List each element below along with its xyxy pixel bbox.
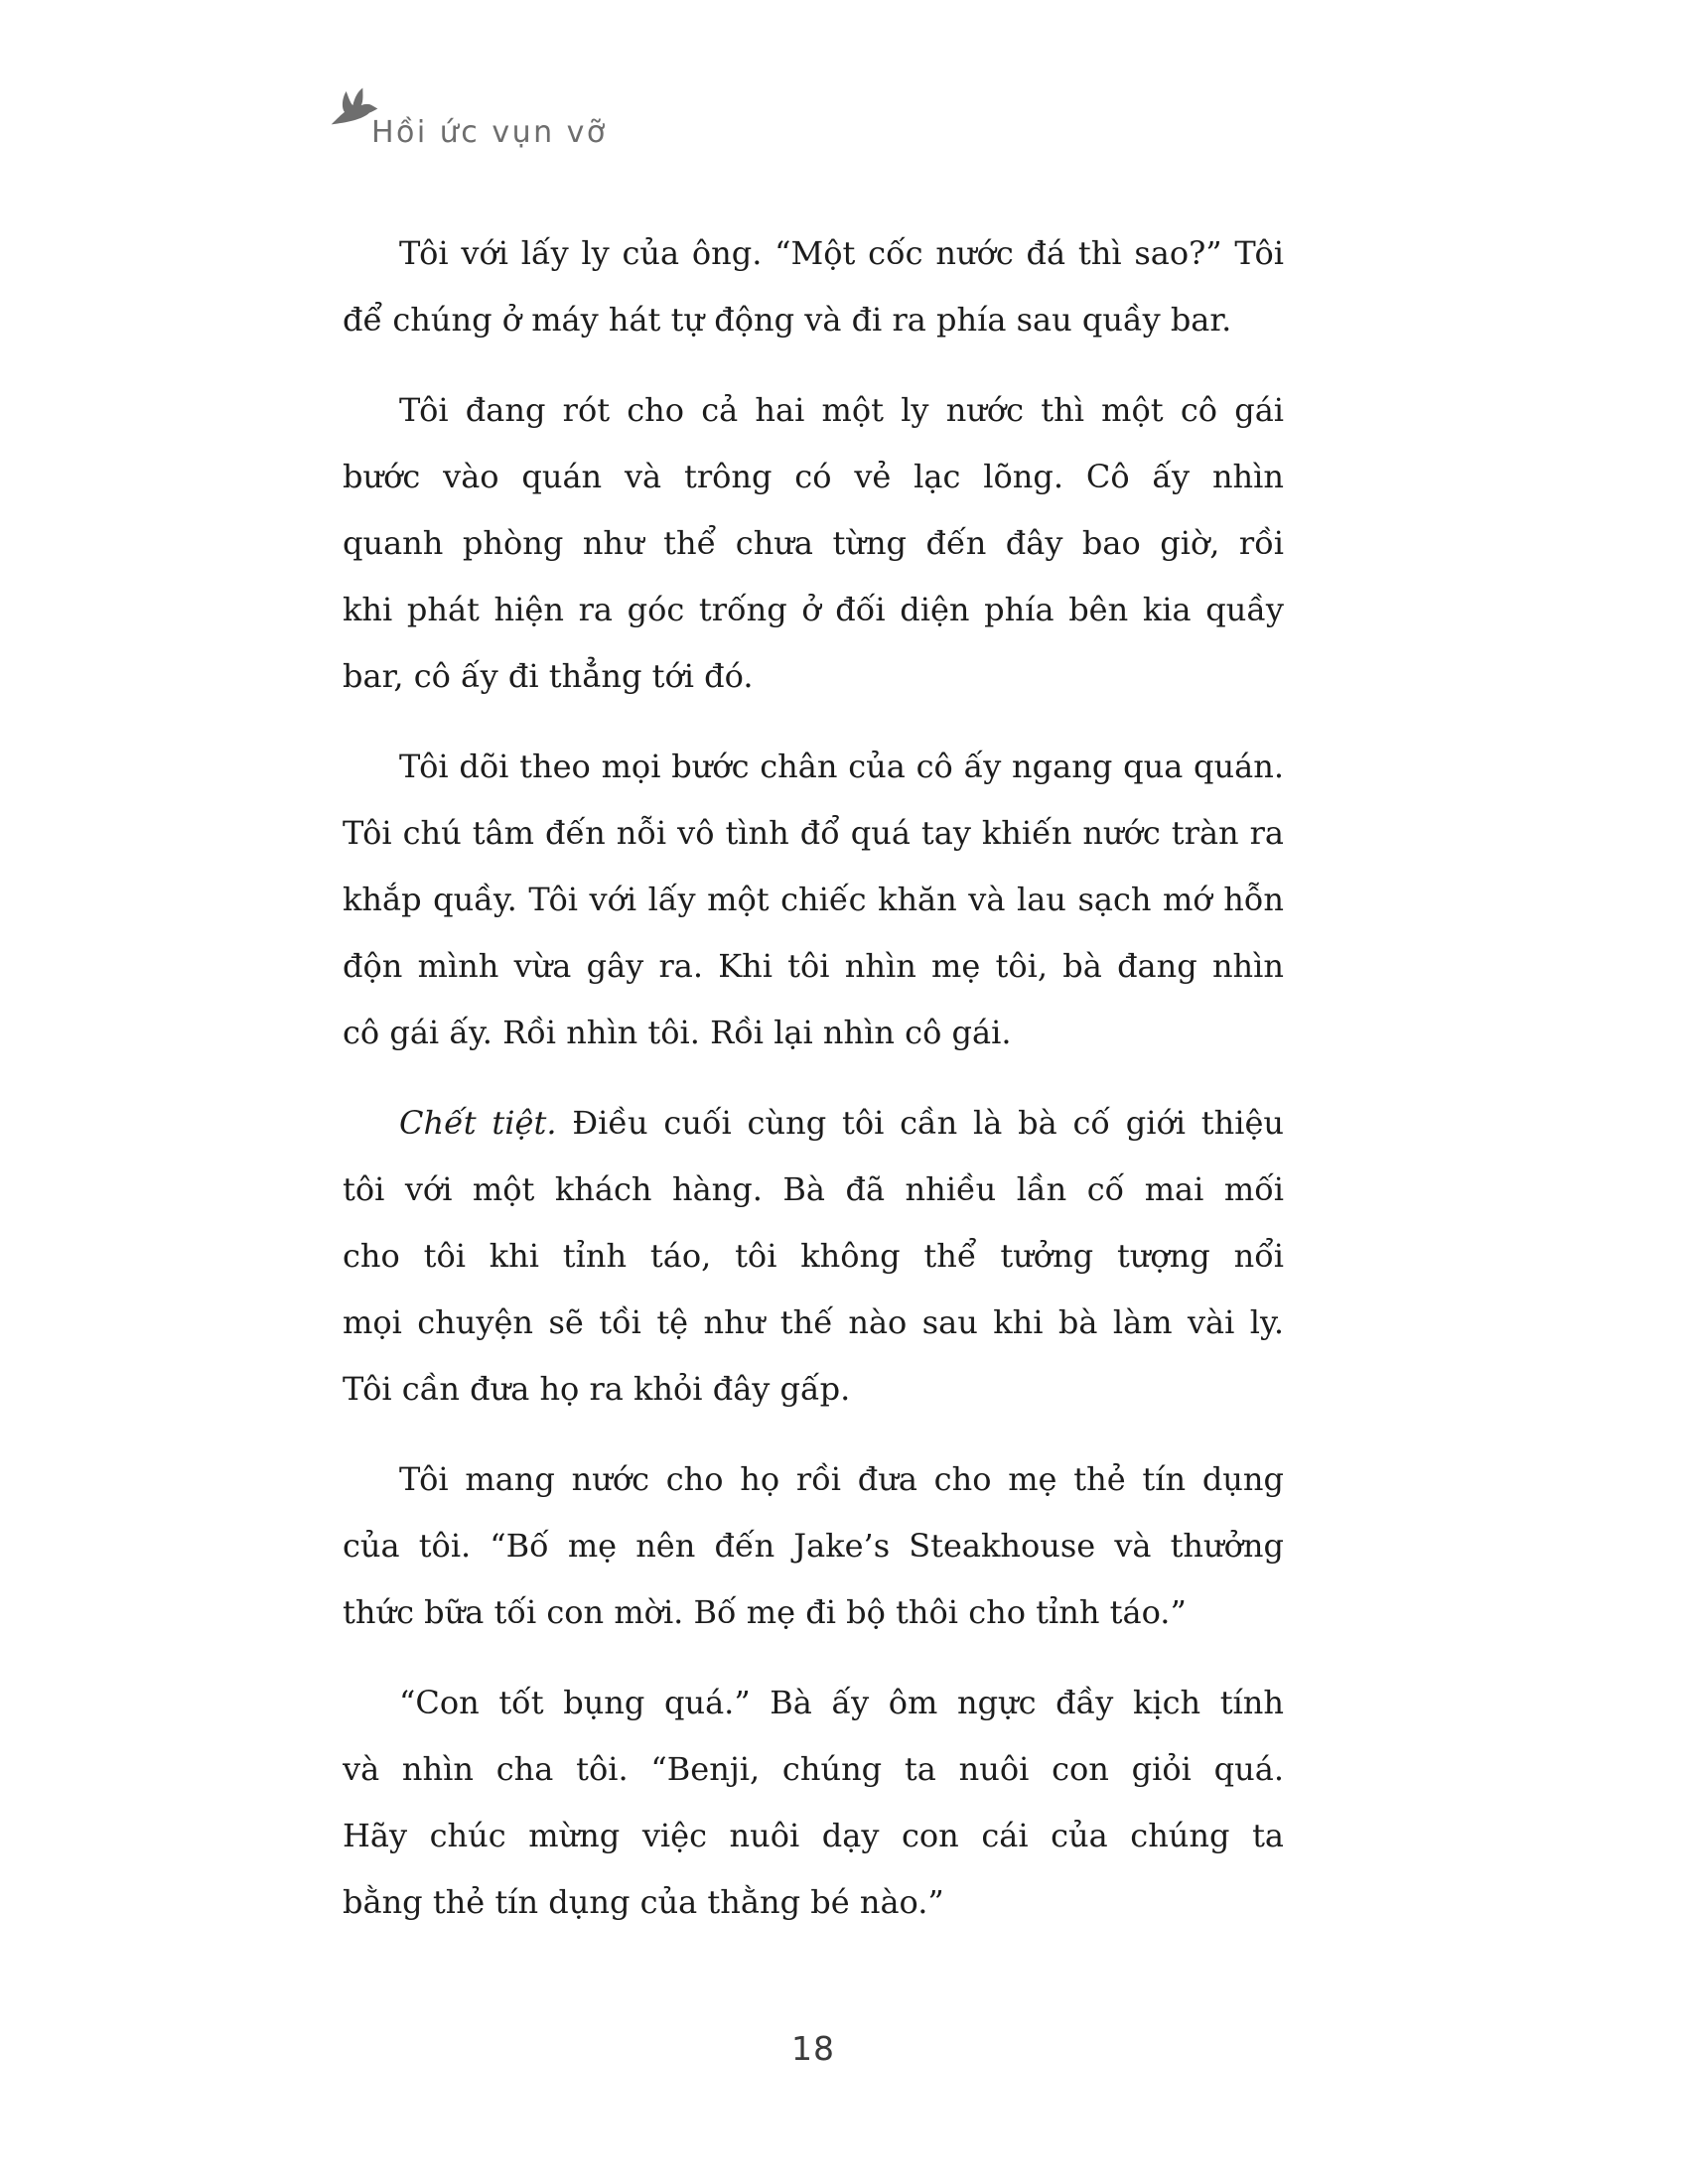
text-line: tôi với một khách hàng. Bà đã nhiều lần cố mai mối xyxy=(343,1170,1284,1208)
text-line: bar, cô ấy đi thẳng tới đó. xyxy=(343,657,754,695)
text-line: khi phát hiện ra góc trống ở đối diện phía bên kia quầy xyxy=(343,591,1284,628)
text-line: bằng thẻ tín dụng của thằng bé nào.” xyxy=(343,1883,944,1921)
italic-text: Chết tiệt. xyxy=(399,1104,557,1142)
text-line: và nhìn cha tôi. “Benji, chúng ta nuôi con giỏi quá. xyxy=(343,1750,1284,1788)
page-number: 18 xyxy=(791,2029,835,2068)
paragraph xyxy=(343,220,1284,353)
text-line: Tôi dõi theo mọi bước chân của cô ấy ngang qua quán. xyxy=(399,748,1284,785)
paragraph xyxy=(343,1446,1284,1646)
text-line: Tôi cần đưa họ ra khỏi đây gấp. xyxy=(343,1370,851,1408)
text-line: cô gái ấy. Rồi nhìn tôi. Rồi lại nhìn cô gái. xyxy=(343,1014,1012,1051)
running-header-title: Hồi ức vụn vỡ xyxy=(371,115,608,150)
text-line: Hãy chúc mừng việc nuôi dạy con cái của chúng ta xyxy=(343,1817,1284,1854)
text-line: để chúng ở máy hát tự động và đi ra phía sau quầy bar. xyxy=(343,301,1232,339)
text-line: bước vào quán và trông có vẻ lạc lõng. Cô ấy nhìn xyxy=(343,458,1284,495)
text-line: Tôi đang rót cho cả hai một ly nước thì một cô gái xyxy=(399,391,1284,429)
body-text xyxy=(343,220,1284,1936)
text-line: độn mình vừa gây ra. Khi tôi nhìn mẹ tôi, bà đang nhìn xyxy=(343,947,1284,985)
text-line: của tôi. “Bố mẹ nên đến Jake’s Steakhouse và thưởng xyxy=(343,1527,1284,1565)
text-line: thức bữa tối con mời. Bố mẹ đi bộ thôi cho tỉnh táo.” xyxy=(343,1593,1187,1631)
text-line: Tôi mang nước cho họ rồi đưa cho mẹ thẻ tín dụng xyxy=(399,1460,1284,1498)
text-line: khắp quầy. Tôi với lấy một chiếc khăn và lau sạch mớ hỗn xyxy=(343,881,1284,918)
text-line: mọi chuyện sẽ tồi tệ như thế nào sau khi bà làm vài ly. xyxy=(343,1303,1284,1341)
text-line: quanh phòng như thể chưa từng đến đây bao giờ, rồi xyxy=(343,524,1284,562)
text-line: “Con tốt bụng quá.” Bà ấy ôm ngực đầy kịch tính xyxy=(399,1684,1284,1721)
text-line: cho tôi khi tỉnh táo, tôi không thể tưởng tượng nổi xyxy=(343,1237,1284,1275)
text-line: Tôi chú tâm đến nỗi vô tình đổ quá tay khiến nước tràn ra xyxy=(343,814,1284,852)
paragraph xyxy=(343,734,1284,1066)
text-line: Tôi với lấy ly của ông. “Một cốc nước đá thì sao?” Tôi xyxy=(399,234,1284,272)
plain-text: Điều cuối cùng tôi cần là bà cố giới thiệu xyxy=(556,1104,1284,1142)
text-line xyxy=(343,1090,1284,1157)
paragraph xyxy=(343,377,1284,710)
paragraph xyxy=(343,1670,1284,1936)
paragraph xyxy=(343,1090,1284,1423)
